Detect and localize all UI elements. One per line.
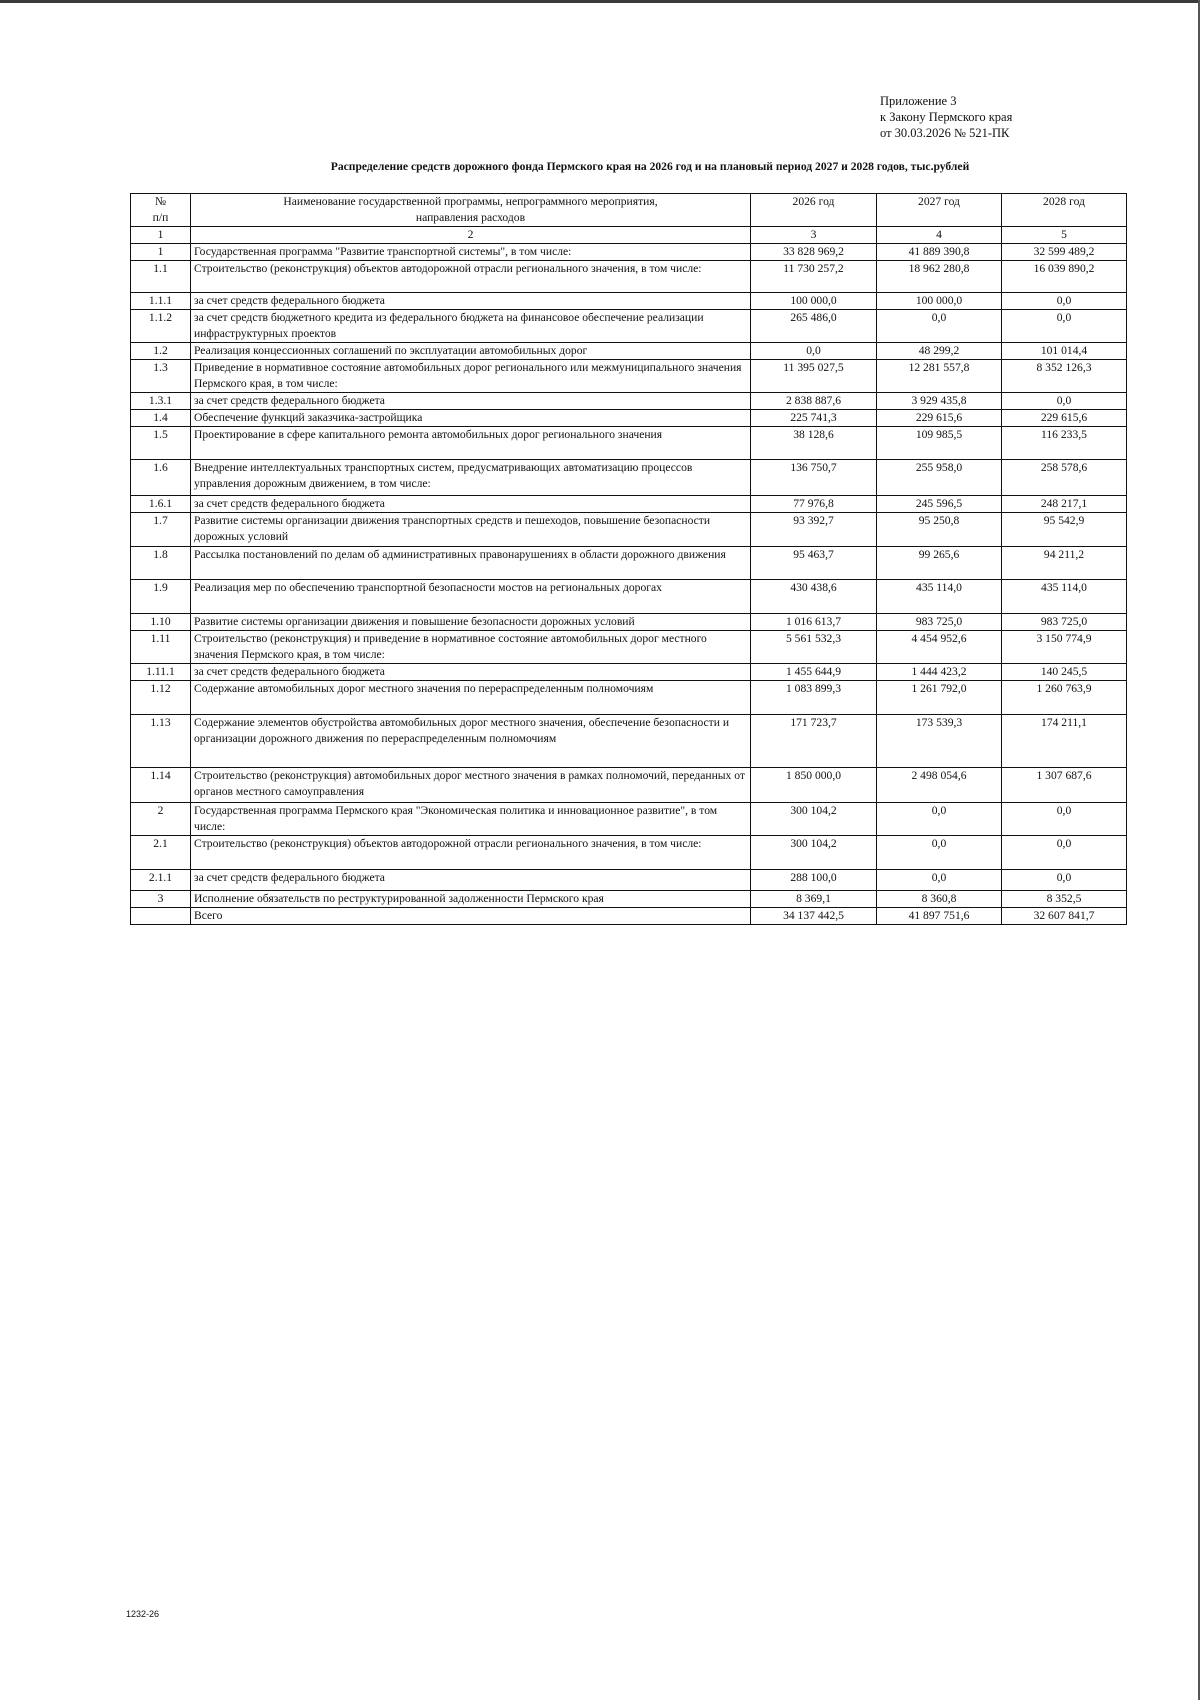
value-2026: 95 463,7 — [751, 547, 877, 580]
row-name: Государственная программа "Развитие транспортной системы", в том числе: — [191, 244, 751, 261]
value-2028: 0,0 — [1002, 310, 1127, 343]
row-number: 1.8 — [131, 547, 191, 580]
road-fund-table — [130, 193, 1127, 925]
row-number: 1.14 — [131, 768, 191, 803]
value-2026: 33 828 969,2 — [751, 244, 877, 261]
annex-line-3: от 30.03.2026 № 521-ПК — [880, 126, 1010, 140]
table-row — [131, 460, 1127, 496]
value-2027: 255 958,0 — [877, 460, 1002, 496]
value-2026: 11 395 027,5 — [751, 360, 877, 393]
table-row — [131, 410, 1127, 427]
column-index: 2 — [191, 227, 751, 244]
value-2026: 1 850 000,0 — [751, 768, 877, 803]
row-name: за счет средств федерального бюджета — [191, 870, 751, 891]
header-num-line-2: п/п — [152, 211, 169, 224]
row-name: за счет средств бюджетного кредита из федерального бюджета на финансовое обеспечение реализации инфраструктурных проектов — [191, 310, 751, 343]
table-row — [131, 715, 1127, 768]
scan-edge-top — [0, 0, 1200, 3]
value-2028: 174 211,1 — [1002, 715, 1127, 768]
row-name: Развитие системы организации движения и повышение безопасности дорожных условий — [191, 614, 751, 631]
value-2027: 99 265,6 — [877, 547, 1002, 580]
value-2028: 0,0 — [1002, 393, 1127, 410]
value-2026: 11 730 257,2 — [751, 261, 877, 293]
value-2027: 48 299,2 — [877, 343, 1002, 360]
value-2028: 0,0 — [1002, 870, 1127, 891]
value-2028: 1 260 763,9 — [1002, 681, 1127, 715]
row-name: Приведение в нормативное состояние автомобильных дорог регионального или межмуниципального значения Пермского края, в том числе: — [191, 360, 751, 393]
column-index: 1 — [131, 227, 191, 244]
value-2028: 94 211,2 — [1002, 547, 1127, 580]
value-2027: 3 929 435,8 — [877, 393, 1002, 410]
value-2027: 0,0 — [877, 310, 1002, 343]
table-row — [131, 803, 1127, 836]
column-index-row — [131, 227, 1127, 244]
annex-block — [880, 93, 1012, 141]
value-2026: 171 723,7 — [751, 715, 877, 768]
table-row — [131, 664, 1127, 681]
row-name: Строительство (реконструкция) и приведение в нормативное состояние автомобильных дорог местного значения Пермского края, в том числе: — [191, 631, 751, 664]
header-2028: 2028 год — [1002, 194, 1127, 227]
table-body — [131, 244, 1127, 925]
value-2026: 2 838 887,6 — [751, 393, 877, 410]
value-2028: 0,0 — [1002, 803, 1127, 836]
row-number: 2.1.1 — [131, 870, 191, 891]
table-row — [131, 580, 1127, 614]
value-2026: 300 104,2 — [751, 803, 877, 836]
table-header-row — [131, 194, 1127, 227]
value-2027: 0,0 — [877, 803, 1002, 836]
value-2027: 12 281 557,8 — [877, 360, 1002, 393]
value-2026: 8 369,1 — [751, 891, 877, 908]
row-number: 1.13 — [131, 715, 191, 768]
row-number: 1.4 — [131, 410, 191, 427]
row-number: 1.11 — [131, 631, 191, 664]
table-row — [131, 614, 1127, 631]
value-2028: 32 599 489,2 — [1002, 244, 1127, 261]
value-2028: 116 233,5 — [1002, 427, 1127, 460]
row-number: 1.6 — [131, 460, 191, 496]
value-2027: 1 444 423,2 — [877, 664, 1002, 681]
value-2027: 435 114,0 — [877, 580, 1002, 614]
row-number: 1.6.1 — [131, 496, 191, 513]
row-name: за счет средств федерального бюджета — [191, 496, 751, 513]
table-row — [131, 343, 1127, 360]
value-2028: 983 725,0 — [1002, 614, 1127, 631]
footer-code: 1232-26 — [126, 1609, 160, 1619]
row-number: 1.9 — [131, 580, 191, 614]
value-2027: 41 897 751,6 — [877, 908, 1002, 925]
row-name: Содержание автомобильных дорог местного значения по перераспределенным полномочиям — [191, 681, 751, 715]
value-2028: 248 217,1 — [1002, 496, 1127, 513]
row-name: Реализация мер по обеспечению транспортной безопасности мостов на региональных дорогах — [191, 580, 751, 614]
row-number: 1 — [131, 244, 191, 261]
value-2026: 34 137 442,5 — [751, 908, 877, 925]
row-number: 2 — [131, 803, 191, 836]
value-2028: 101 014,4 — [1002, 343, 1127, 360]
value-2026: 136 750,7 — [751, 460, 877, 496]
row-number: 1.7 — [131, 513, 191, 547]
header-name-line-2: направления расходов — [415, 211, 526, 224]
value-2027: 229 615,6 — [877, 410, 1002, 427]
value-2028: 32 607 841,7 — [1002, 908, 1127, 925]
value-2028: 8 352 126,3 — [1002, 360, 1127, 393]
value-2027: 8 360,8 — [877, 891, 1002, 908]
row-number — [131, 908, 191, 925]
table-row — [131, 681, 1127, 715]
value-2027: 0,0 — [877, 870, 1002, 891]
value-2026: 1 016 613,7 — [751, 614, 877, 631]
value-2027: 4 454 952,6 — [877, 631, 1002, 664]
value-2027: 245 596,5 — [877, 496, 1002, 513]
table-row — [131, 261, 1127, 293]
value-2026: 5 561 532,3 — [751, 631, 877, 664]
value-2026: 1 455 644,9 — [751, 664, 877, 681]
row-number: 1.3 — [131, 360, 191, 393]
value-2028: 95 542,9 — [1002, 513, 1127, 547]
row-name: Всего — [191, 908, 751, 925]
row-name: Внедрение интеллектуальных транспортных систем, предусматривающих автоматизацию процессов управления дорожным движением, в том числе: — [191, 460, 751, 496]
header-2027: 2027 год — [877, 194, 1002, 227]
header-name — [191, 194, 751, 227]
table-row — [131, 310, 1127, 343]
row-name: за счет средств федерального бюджета — [191, 393, 751, 410]
row-name: Строительство (реконструкция) объектов автодорожной отрасли регионального значения, в том числе: — [191, 261, 751, 293]
table-row — [131, 836, 1127, 870]
row-name: Государственная программа Пермского края "Экономическая политика и инновационное развитие", в том числе: — [191, 803, 751, 836]
table-row — [131, 496, 1127, 513]
value-2026: 300 104,2 — [751, 836, 877, 870]
value-2027: 41 889 390,8 — [877, 244, 1002, 261]
value-2027: 18 962 280,8 — [877, 261, 1002, 293]
value-2027: 0,0 — [877, 836, 1002, 870]
value-2028: 16 039 890,2 — [1002, 261, 1127, 293]
column-index: 5 — [1002, 227, 1127, 244]
column-index: 3 — [751, 227, 877, 244]
row-name: Развитие системы организации движения транспортных средств и пешеходов, повышение безопасности дорожных условий — [191, 513, 751, 547]
row-name: Проектирование в сфере капитального ремонта автомобильных дорог регионального значения — [191, 427, 751, 460]
value-2026: 38 128,6 — [751, 427, 877, 460]
value-2027: 983 725,0 — [877, 614, 1002, 631]
row-name: Содержание элементов обустройства автомобильных дорог местного значения, обеспечение безопасности и организации дорожного движения по перераспределенным полномочиям — [191, 715, 751, 768]
table-row — [131, 244, 1127, 261]
row-number: 1.5 — [131, 427, 191, 460]
table-row — [131, 631, 1127, 664]
value-2027: 1 261 792,0 — [877, 681, 1002, 715]
value-2026: 100 000,0 — [751, 293, 877, 310]
row-number: 1.11.1 — [131, 664, 191, 681]
row-name: Обеспечение функций заказчика-застройщика — [191, 410, 751, 427]
row-number: 1.1.1 — [131, 293, 191, 310]
value-2026: 1 083 899,3 — [751, 681, 877, 715]
header-name-line-1: Наименование государственной программы, непрограммного мероприятия, — [283, 195, 658, 208]
value-2026: 288 100,0 — [751, 870, 877, 891]
column-index: 4 — [877, 227, 1002, 244]
table-row — [131, 891, 1127, 908]
table-row — [131, 513, 1127, 547]
row-name: за счет средств федерального бюджета — [191, 664, 751, 681]
value-2026: 0,0 — [751, 343, 877, 360]
table-row — [131, 547, 1127, 580]
value-2028: 0,0 — [1002, 293, 1127, 310]
row-name: Реализация концессионных соглашений по эксплуатации автомобильных дорог — [191, 343, 751, 360]
row-name: Рассылка постановлений по делам об административных правонарушениях в области дорожного движения — [191, 547, 751, 580]
row-number: 2.1 — [131, 836, 191, 870]
table-row — [131, 768, 1127, 803]
row-number: 1.10 — [131, 614, 191, 631]
table-row — [131, 870, 1127, 891]
row-number: 3 — [131, 891, 191, 908]
value-2027: 100 000,0 — [877, 293, 1002, 310]
value-2028: 229 615,6 — [1002, 410, 1127, 427]
row-name: Исполнение обязательств по реструктурированной задолженности Пермского края — [191, 891, 751, 908]
value-2028: 435 114,0 — [1002, 580, 1127, 614]
table-row — [131, 427, 1127, 460]
table-row — [131, 908, 1127, 925]
row-name: Строительство (реконструкция) автомобильных дорог местного значения в рамках полномочий, переданных от органов местного самоуправления — [191, 768, 751, 803]
value-2028: 140 245,5 — [1002, 664, 1127, 681]
table-row — [131, 360, 1127, 393]
row-number: 1.1.2 — [131, 310, 191, 343]
document-title: Распределение средств дорожного фонда Пермского края на 2026 год и на плановый период 2027 и 2028 годов, тыс.рублей — [330, 160, 970, 173]
row-name: Строительство (реконструкция) объектов автодорожной отрасли регионального значения, в том числе: — [191, 836, 751, 870]
header-num-line-1: № — [154, 195, 167, 208]
table-row — [131, 393, 1127, 410]
value-2028: 258 578,6 — [1002, 460, 1127, 496]
annex-line-1: Приложение 3 — [880, 94, 957, 108]
header-num — [131, 194, 191, 227]
row-name: за счет средств федерального бюджета — [191, 293, 751, 310]
value-2026: 77 976,8 — [751, 496, 877, 513]
table-row — [131, 293, 1127, 310]
value-2028: 0,0 — [1002, 836, 1127, 870]
row-number: 1.1 — [131, 261, 191, 293]
value-2028: 1 307 687,6 — [1002, 768, 1127, 803]
value-2027: 109 985,5 — [877, 427, 1002, 460]
value-2027: 173 539,3 — [877, 715, 1002, 768]
value-2027: 2 498 054,6 — [877, 768, 1002, 803]
row-number: 1.12 — [131, 681, 191, 715]
row-number: 1.2 — [131, 343, 191, 360]
value-2026: 93 392,7 — [751, 513, 877, 547]
value-2028: 3 150 774,9 — [1002, 631, 1127, 664]
value-2027: 95 250,8 — [877, 513, 1002, 547]
row-number: 1.3.1 — [131, 393, 191, 410]
header-2026: 2026 год — [751, 194, 877, 227]
value-2026: 265 486,0 — [751, 310, 877, 343]
value-2026: 430 438,6 — [751, 580, 877, 614]
value-2026: 225 741,3 — [751, 410, 877, 427]
value-2028: 8 352,5 — [1002, 891, 1127, 908]
annex-line-2: к Закону Пермского края — [880, 110, 1013, 124]
